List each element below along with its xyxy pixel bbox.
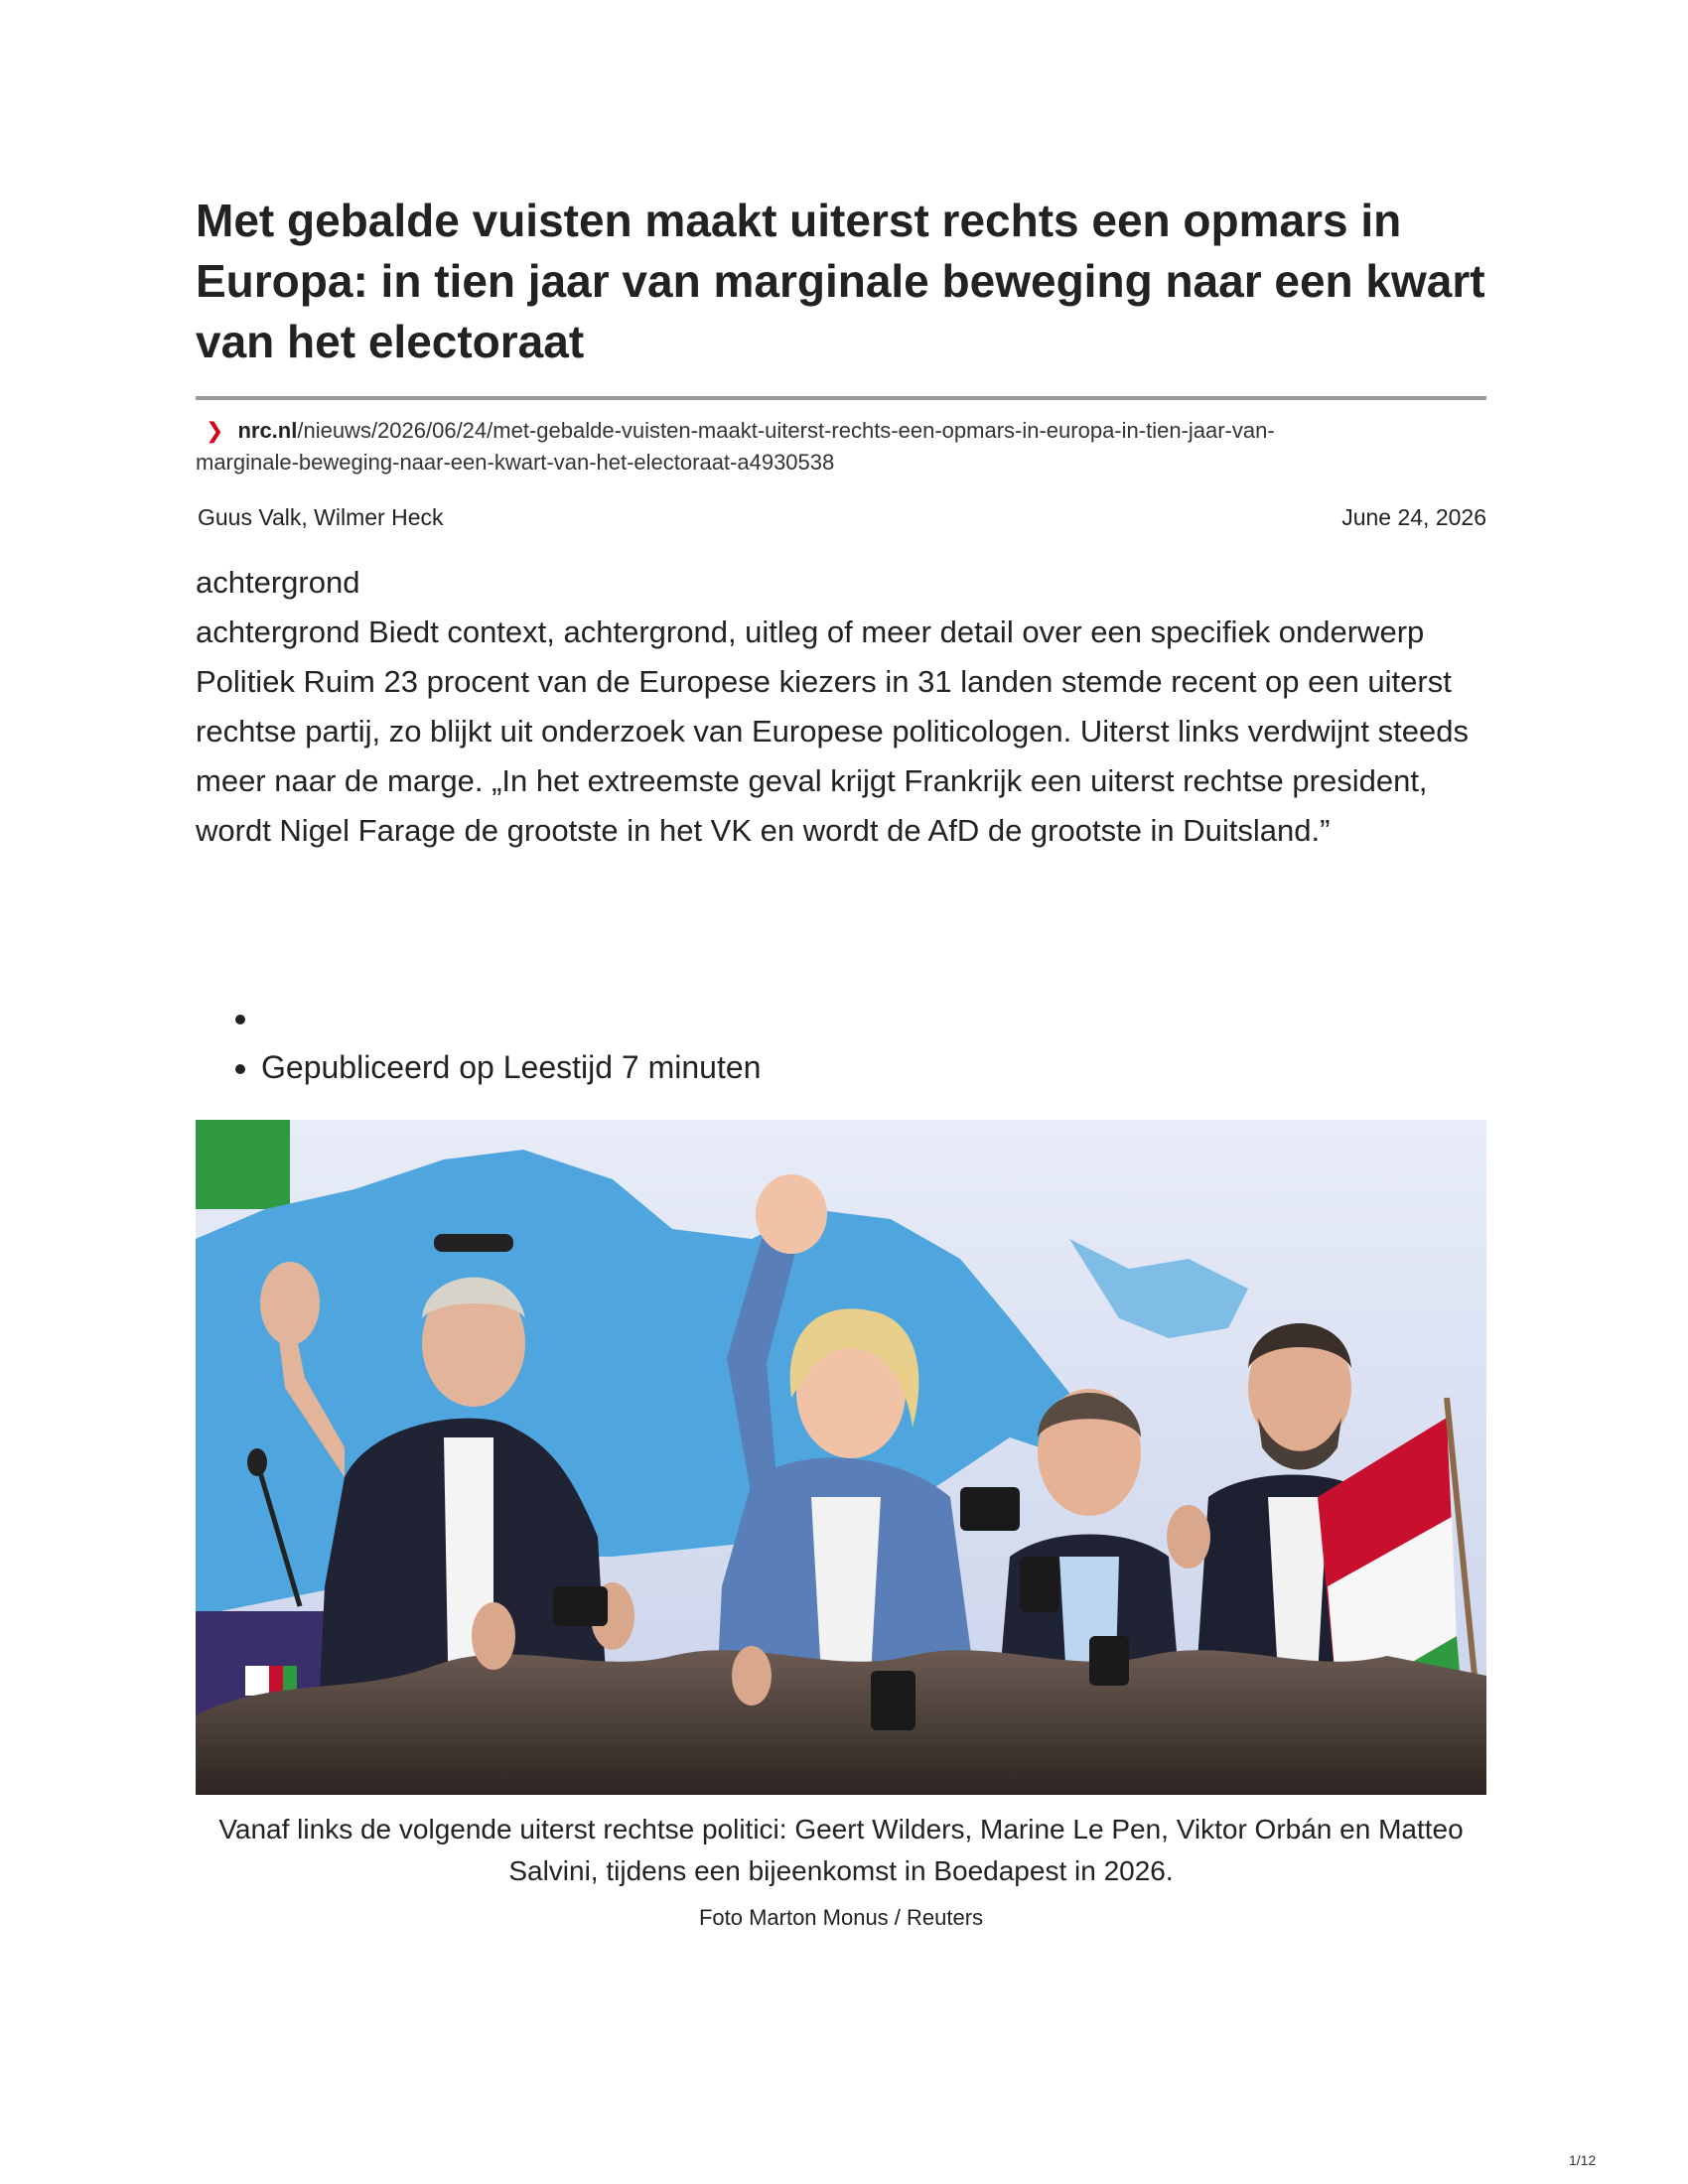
photo-caption: Vanaf links de volgende uiterst rechtse politici: Geert Wilders, Marine Le Pen, Viktor Orbán en Matteo Salvini, tijdens een bijeenkomst in Boedapest in 2026. bbox=[218, 1814, 1464, 1886]
article-title: Met gebalde vuisten maakt uiterst rechts een opmars in Europa: in tien jaar van marginale beweging naar een kwart van het electoraat bbox=[196, 195, 1485, 367]
article-meta-list bbox=[196, 993, 1552, 1092]
article-body bbox=[196, 558, 1486, 856]
author-names: Guus Valk, Wilmer Heck bbox=[198, 504, 444, 530]
source-link[interactable] bbox=[196, 415, 1486, 478]
rally-photo-illustration bbox=[196, 1120, 1486, 1795]
source-path[interactable]: /nieuws/2026/06/24/met-gebalde-vuisten-maakt-uiterst-rechts-een-opmars-in-europa-in-tien-jaar-van- bbox=[297, 418, 1275, 443]
photo-credit: Foto Marton Monus / Reuters bbox=[698, 1905, 984, 1930]
section-label: achtergrond bbox=[196, 565, 360, 600]
publish-date: June 24, 2026 bbox=[1341, 504, 1486, 530]
list-item: • Gepubliceerd op Leestijd 7 minuten bbox=[261, 1042, 1552, 1092]
title-divider bbox=[196, 396, 1486, 400]
section-description: achtergrond Biedt context, achtergrond, uitleg of meer detail over een specifiek onderwerp bbox=[196, 614, 1425, 649]
list-item bbox=[261, 993, 1552, 1042]
article-lead: Politiek Ruim 23 procent van de Europese kiezers in 31 landen stemde recent op een uiterst rechtse partij, zo blijkt uit onderzoek van Europese politicologen. Uiterst links verdwijnt steeds meer naar de marge. „In het extreemste geval krijgt Frankrijk een uiterst rechtse president, wordt Nigel Farage de grootste in het VK en wordt de AfD de grootste in Duitsland.” bbox=[196, 664, 1469, 848]
article-photo bbox=[196, 1120, 1486, 1795]
source-path-continued[interactable]: marginale-beweging-naar-een-kwart-van-het-electoraat-a4930538 bbox=[196, 450, 835, 475]
chevron-right-icon: ❯ bbox=[206, 418, 224, 443]
source-domain[interactable]: nrc.nl bbox=[237, 418, 298, 443]
page-number: 1/12 bbox=[1569, 2152, 1597, 2168]
